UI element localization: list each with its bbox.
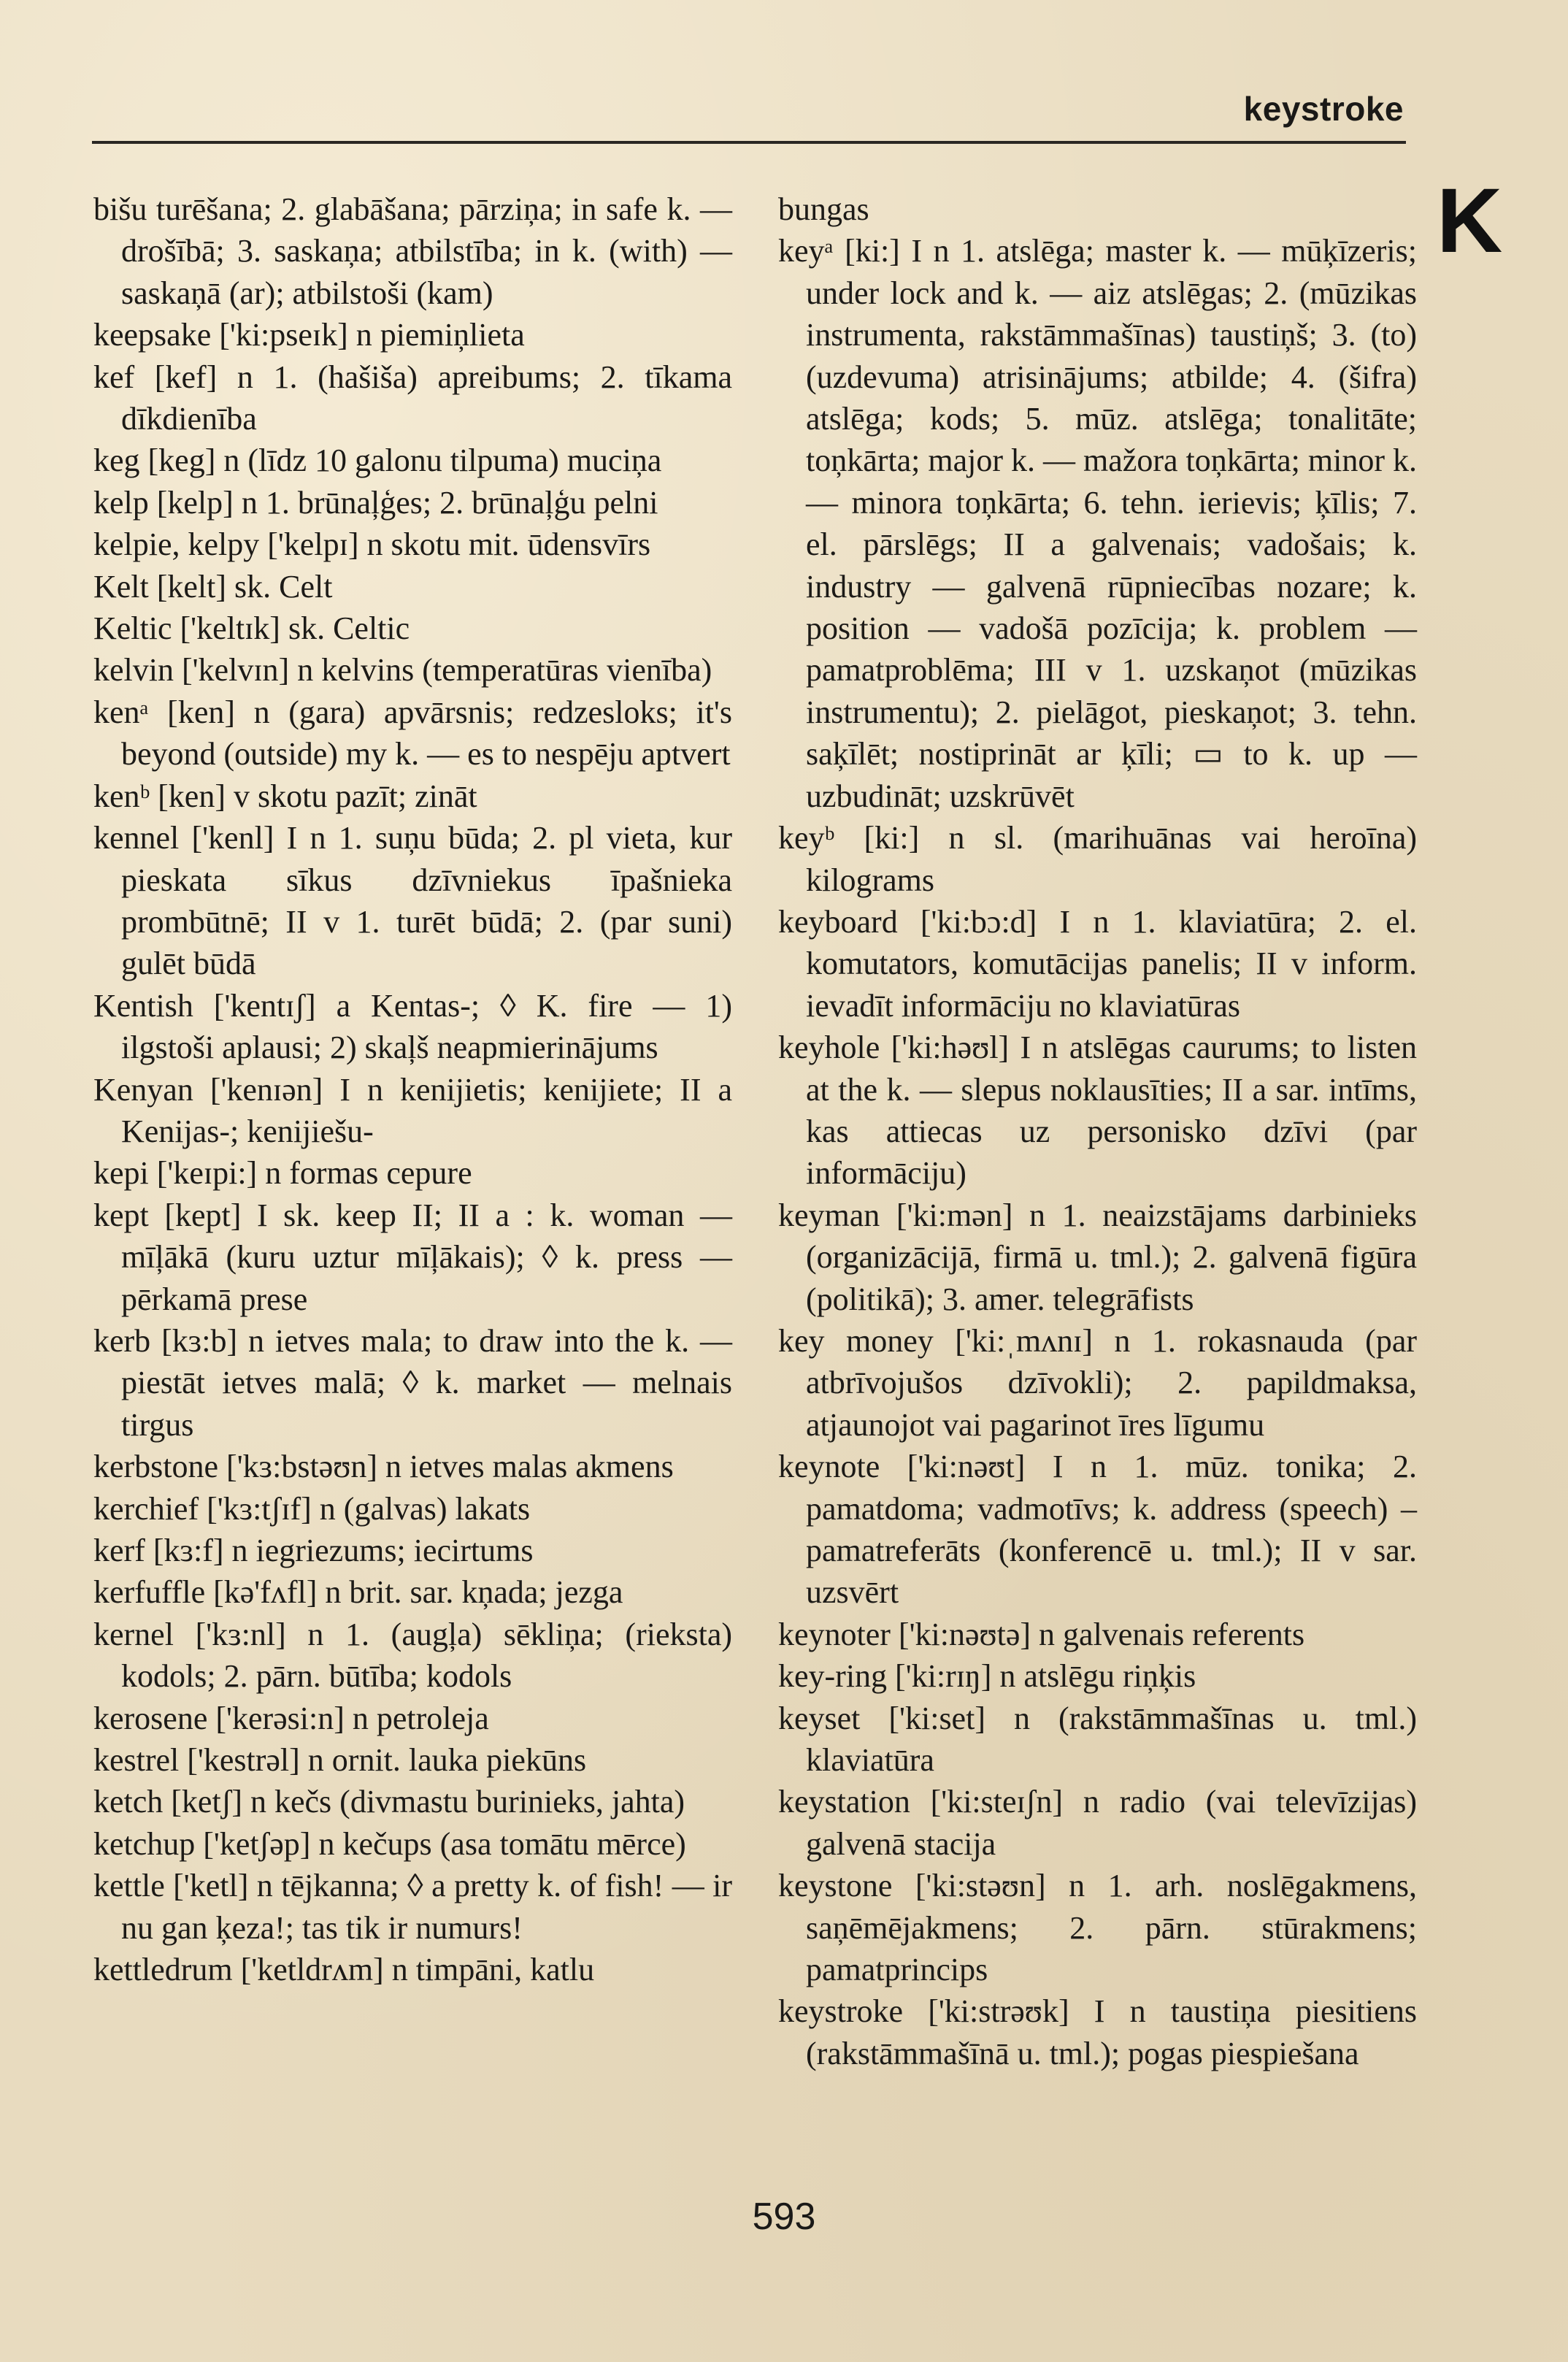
- dictionary-entry: ketch [ketʃ] n kečs (divmastu burinieks, jahta): [93, 1784, 685, 1820]
- dictionary-entry: keyboard ['ki:bɔ:d] I n 1. klaviatūra; 2. el. komutators, komutācijas panelis; II v inform. ievadīt informāciju no klaviatūras: [778, 903, 1417, 1024]
- dictionary-entry: Kentish ['kentɪʃ] a Kentas-; ◊ K. fire — 1) ilgstoši aplausi; 2) skaļš neapmierinājums: [93, 987, 732, 1066]
- left-column: [93, 188, 732, 1990]
- dictionary-entry: kerchief ['kɜ:tʃɪf] n (galvas) lakats: [93, 1490, 531, 1527]
- dictionary-entry: kepi ['keɪpi:] n formas cepure: [93, 1155, 472, 1192]
- dictionary-entry: keyman ['ki:mən] n 1. neaizstājams darbinieks (organizācijā, firmā u. tml.); 2. galvenā figūra (politikā); 3. amer. telegrāfists: [778, 1197, 1417, 1317]
- dictionary-entry: kennel ['kenl] I n 1. suņu būda; 2. pl vieta, kur pieskata sīkus dzīvniekus īpašnieka prombūtnē; II v 1. turēt būdā; 2. (par suni) gulēt būdā: [93, 820, 732, 982]
- dictionary-entry: Keltic ['keltɪk] sk. Celtic: [93, 610, 410, 647]
- header-rule: [92, 141, 1406, 144]
- dictionary-entry: Kelt [kelt] sk. Celt: [93, 568, 333, 605]
- right-column: [778, 188, 1417, 2074]
- dictionary-entry: keystroke ['ki:strəʊk] I n taustiņa piesitiens (rakstāmmašīnā u. tml.); pogas piespiešana: [778, 1993, 1417, 2071]
- dictionary-entry: kef [kef] n 1. (hašiša) apreibums; 2. tīkama dīkdienība: [93, 358, 732, 437]
- dictionary-entry: keystone ['ki:stəʊn] n 1. arh. noslēgakmens, saņēmējakmens; 2. pārn. stūrakmens; pamatprincips: [778, 1868, 1417, 1988]
- dictionary-entry: keyset ['ki:set] n (rakstāmmašīnas u. tml.) klaviatūra: [778, 1700, 1417, 1779]
- dictionary-entry: kettledrum ['ketldrʌm] n timpāni, katlu: [93, 1952, 595, 1988]
- dictionary-entry: bišu turēšana; 2. glabāšana; pārziņa; in safe k. — drošībā; 3. saskaņa; atbilstība; in k. (with) — saskaņā (ar); atbilstoši (kam): [93, 191, 732, 311]
- dictionary-entry: keystation ['ki:steɪʃn] n radio (vai televīzijas) galvenā stacija: [778, 1784, 1417, 1862]
- dictionary-entry: keyᵃ [ki:] I n 1. atslēga; master k. — mūķīzeris; under lock and k. — aiz atslēgas; 2. (mūzikas instrumenta, rakstāmmašīnas) taustiņš; 3. (to) (uzdevuma) atrisinājums; atbilde; 4. (šifra) atslēga; kods; 5. mūz. atslēga; tonalitāte; toņkārta; major k. — mažora toņkārta; minor k. — minora toņkārta; 6. tehn. ierievis; ķīlis; 7. el. pārslēgs; II a galvenais; vadošais; k. industry — galvenā rūpniecības nozare; k. position — vadošā pozīcija; k. problem — pamatproblēma; III v 1. uzskaņot (mūzikas instrumentu); 2. pielāgot, pieskaņot; 3. tehn. saķīlēt; nostiprināt ar ķīli; ▭ to k. up — uzbudināt; uzskrūvēt: [778, 233, 1417, 814]
- dictionary-entry: kerosene ['kerəsi:n] n petroleja: [93, 1700, 489, 1736]
- dictionary-entry: kept [kept] I sk. keep II; II a : k. woman — mīļākā (kuru uztur mīļākais); ◊ k. press — pērkamā prese: [93, 1197, 732, 1317]
- dictionary-entry: kestrel ['kestrəl] n ornit. lauka piekūns: [93, 1742, 587, 1779]
- dictionary-entry: key-ring ['ki:rɪŋ] n atslēgu riņķis: [778, 1658, 1196, 1695]
- dictionary-entry: kelvin ['kelvɪn] n kelvins (temperatūras vienība): [93, 652, 712, 689]
- dictionary-entry: keynote ['ki:nəʊt] I n 1. mūz. tonika; 2. pamatdoma; vadmotīvs; k. address (speech) – pamatreferāts (konferencē u. tml.); II v sar. uzsvērt: [778, 1449, 1417, 1611]
- dictionary-entry: kerb [kɜ:b] n ietves mala; to draw into the k. — piestāt ietves malā; ◊ k. market — melnais tirgus: [93, 1322, 732, 1443]
- dictionary-entry: key money ['ki:ˌmʌnɪ] n 1. rokasnauda (par atbrīvojušos dzīvokli); 2. papildmaksa, atjaunojot vai pagarinot īres līgumu: [778, 1322, 1417, 1443]
- dictionary-entry: kerfuffle [kə'fʌfl] n brit. sar. kņada; jezga: [93, 1574, 623, 1611]
- dictionary-entry: kernel ['kɜ:nl] n 1. (augļa) sēkliņa; (rieksta) kodols; 2. pārn. būtība; kodols: [93, 1616, 732, 1695]
- dictionary-entry: kettle ['ketl] n tējkanna; ◊ a pretty k. of fish! — ir nu gan ķeza!; tas tik ir numurs!: [93, 1868, 732, 1946]
- dictionary-entry: keepsake ['ki:pseɪk] n piemiņlieta: [93, 317, 525, 353]
- dictionary-entry: Kenyan ['kenɪən] I n kenijietis; kenijiete; II a Kenijas-; kenijiešu-: [93, 1071, 732, 1149]
- dictionary-entry: kelp [kelp] n 1. brūnaļģes; 2. brūnaļģu pelni: [93, 484, 658, 521]
- dictionary-entry: bungas: [778, 191, 869, 227]
- dictionary-entry: kelpie, kelpy ['kelpɪ] n skotu mit. ūdensvīrs: [93, 526, 651, 563]
- running-header-word: keystroke: [1243, 90, 1404, 128]
- dictionary-entry: kerbstone ['kɜ:bstəʊn] n ietves malas akmens: [93, 1449, 674, 1485]
- dictionary-entry: keg [keg] n (līdz 10 galonu tilpuma) muciņa: [93, 442, 662, 479]
- thumb-index-letter: K: [1437, 170, 1503, 272]
- dictionary-entry: keyhole ['ki:həʊl] I n atslēgas caurums; to listen at the k. — slepus noklausīties; II a sar. intīms, kas attiecas uz personisko dzīvi (par informāciju): [778, 1029, 1417, 1192]
- page-number: 593: [752, 2196, 816, 2238]
- dictionary-entry: kerf [kɜ:f] n iegriezums; iecirtums: [93, 1533, 534, 1568]
- dictionary-entry: kenᵃ [ken] n (gara) apvārsnis; redzesloks; it's beyond (outside) my k. — es to nespēju aptvert: [93, 694, 732, 772]
- dictionary-entry: kenᵇ [ken] v skotu pazīt; zināt: [93, 778, 477, 814]
- dictionary-entry: ketchup ['ketʃəp] n kečups (asa tomātu mērce): [93, 1825, 686, 1862]
- dictionary-entry: keyᵇ [ki:] n sl. (marihuānas vai heroīna) kilograms: [778, 820, 1417, 898]
- dictionary-entry: keynoter ['ki:nəʊtə] n galvenais referents: [778, 1616, 1305, 1652]
